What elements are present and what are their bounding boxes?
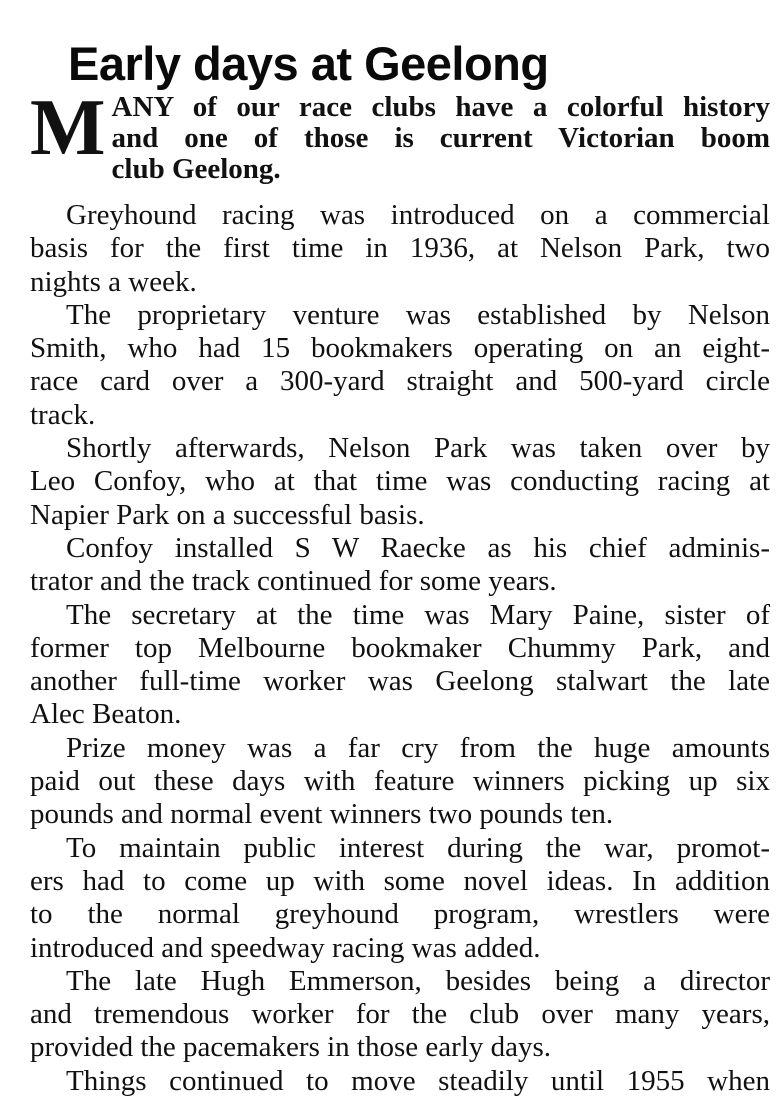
- paragraph-line: nights a week.: [30, 265, 197, 298]
- paragraph-line: paid out these days with feature winners picking up six: [30, 765, 770, 798]
- paragraph-line: another full-time worker was Geelong stalwart the late: [30, 665, 770, 698]
- paragraph-line: The proprietary venture was established by Nelson: [66, 298, 770, 331]
- paragraph-line: to the normal greyhound program, wrestlers were: [30, 898, 770, 931]
- paragraph-line: Things continued to move steadily until 1955 when: [66, 1064, 770, 1096]
- paragraph-line: trator and the track continued for some years.: [30, 565, 557, 598]
- article-paragraph: [30, 599, 770, 732]
- paragraph-line: Napier Park on a successful basis.: [30, 498, 425, 531]
- paragraph-line: Leo Confoy, who at that time was conducting racing at: [30, 465, 770, 498]
- article-paragraph: [30, 832, 770, 965]
- paragraph-line: Shortly afterwards, Nelson Park was taken over by: [66, 432, 770, 465]
- paragraph-line: former top Melbourne bookmaker Chummy Park, and: [30, 631, 770, 664]
- paragraph-line: basis for the first time in 1936, at Nelson Park, two: [30, 232, 770, 265]
- paragraph-line: The secretary at the time was Mary Paine, sister of: [66, 598, 770, 631]
- paragraph-line: ers had to come up with some novel ideas. In addition: [30, 864, 770, 897]
- lede-line: ANY of our race clubs have a colorful history: [111, 91, 770, 123]
- paragraph-line: The late Hugh Emmerson, besides being a director: [66, 964, 770, 997]
- lede-line: and one of those is current Victorian boom: [111, 122, 770, 154]
- article-lede: [30, 84, 770, 185]
- paragraph-line: race card over a 300-yard straight and 500-yard circle: [30, 365, 770, 398]
- paragraph-line: Alec Beaton.: [30, 698, 182, 731]
- article-paragraph: [30, 1065, 770, 1096]
- paragraph-line: track.: [30, 398, 96, 431]
- paragraph-line: To maintain public interest during the war, promot-: [66, 831, 770, 864]
- article-paragraph: [30, 732, 770, 832]
- drop-cap: M: [30, 84, 106, 172]
- article-paragraph: [30, 199, 770, 299]
- paragraph-line: Greyhound racing was introduced on a commercial: [66, 199, 770, 231]
- paragraph-line: Prize money was a far cry from the huge amounts: [66, 731, 770, 764]
- lede-line: club Geelong.: [111, 153, 281, 185]
- paragraph-line: introduced and speedway racing was added.: [30, 931, 541, 964]
- paragraph-line: Smith, who had 15 bookmakers operating on an eight-: [30, 332, 770, 365]
- paragraph-line: provided the pacemakers in those early days.: [30, 1031, 552, 1064]
- paragraph-line: pounds and normal event winners two pounds ten.: [30, 798, 614, 831]
- article-paragraph: [30, 299, 770, 432]
- article-body: [30, 199, 770, 1096]
- article-paragraph: [30, 532, 770, 599]
- paragraph-line: Confoy installed S W Raecke as his chief adminis-: [66, 531, 770, 564]
- paragraph-line: and tremendous worker for the club over many years,: [30, 998, 770, 1031]
- article-paragraph: [30, 432, 770, 532]
- article-headline: Early days at Geelong: [68, 37, 549, 90]
- article-paragraph: [30, 965, 770, 1065]
